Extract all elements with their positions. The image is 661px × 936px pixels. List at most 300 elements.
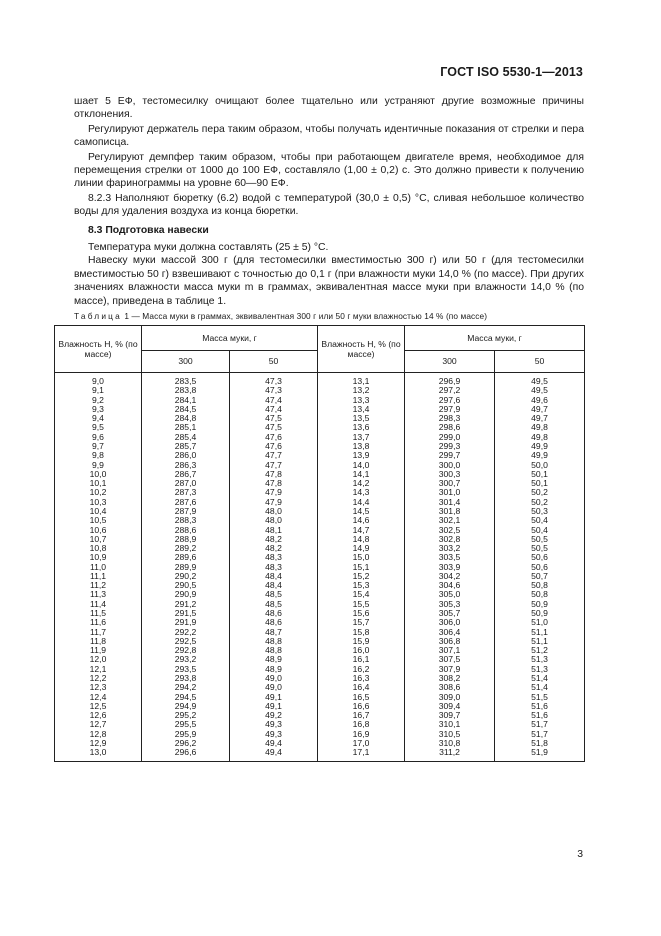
table-cell: 51,2 bbox=[495, 646, 585, 655]
table-cell: 15,8 bbox=[318, 628, 405, 637]
table-cell: 11,4 bbox=[55, 600, 142, 609]
table-cell: 9,5 bbox=[55, 423, 142, 432]
table-row bbox=[55, 628, 585, 637]
table-cell: 12,8 bbox=[55, 730, 142, 739]
table-cell: 49,5 bbox=[495, 373, 585, 387]
moisture-mass-table bbox=[54, 325, 585, 762]
table-cell: 290,9 bbox=[142, 590, 230, 599]
table-cell: 300,3 bbox=[405, 470, 495, 479]
table-cell: 290,2 bbox=[142, 572, 230, 581]
table-cell: 15,3 bbox=[318, 581, 405, 590]
table-cell: 50,9 bbox=[495, 609, 585, 618]
table-cell: 294,2 bbox=[142, 683, 230, 692]
table-cell: 10,5 bbox=[55, 516, 142, 525]
table-cell: 16,6 bbox=[318, 702, 405, 711]
table-cell: 299,3 bbox=[405, 442, 495, 451]
table-cell: 13,3 bbox=[318, 396, 405, 405]
table-cell: 50,6 bbox=[495, 563, 585, 572]
table-cell: 9,1 bbox=[55, 386, 142, 395]
table-cell: 310,5 bbox=[405, 730, 495, 739]
table-cell: 300,0 bbox=[405, 461, 495, 470]
table-cell: 308,6 bbox=[405, 683, 495, 692]
table-row bbox=[55, 553, 585, 562]
table-cell: 302,5 bbox=[405, 526, 495, 535]
table-cell: 49,0 bbox=[230, 683, 318, 692]
table-cell: 9,0 bbox=[55, 373, 142, 387]
table-cell: 15,7 bbox=[318, 618, 405, 627]
table-cell: 49,0 bbox=[230, 674, 318, 683]
table-cell: 49,1 bbox=[230, 693, 318, 702]
table-cell: 50,1 bbox=[495, 470, 585, 479]
table-row bbox=[55, 646, 585, 655]
section-title: 8.3 Подготовка навески bbox=[88, 224, 209, 236]
paragraph: шает 5 ЕФ, тестомесилку очищают более тщательно или устраняют другие возможные причины отклонения. bbox=[74, 96, 584, 121]
table-cell: 293,5 bbox=[142, 665, 230, 674]
table-cell: 47,8 bbox=[230, 479, 318, 488]
table-cell: 16,1 bbox=[318, 655, 405, 664]
table-cell: 12,4 bbox=[55, 693, 142, 702]
table-cell: 14,0 bbox=[318, 461, 405, 470]
table-row bbox=[55, 507, 585, 516]
table-cell: 13,6 bbox=[318, 423, 405, 432]
table-cell: 11,6 bbox=[55, 618, 142, 627]
table-cell: 49,9 bbox=[495, 442, 585, 451]
table-row bbox=[55, 683, 585, 692]
table-cell: 50,9 bbox=[495, 600, 585, 609]
table-cell: 48,3 bbox=[230, 553, 318, 562]
table-row bbox=[55, 572, 585, 581]
table-cell: 10,0 bbox=[55, 470, 142, 479]
table-cell: 50,8 bbox=[495, 590, 585, 599]
table-cell: 51,6 bbox=[495, 711, 585, 720]
table-cell: 50,3 bbox=[495, 507, 585, 516]
table-cell: 49,3 bbox=[230, 730, 318, 739]
table-cell: 287,9 bbox=[142, 507, 230, 516]
table-cell: 49,4 bbox=[230, 748, 318, 761]
table-cell: 50,4 bbox=[495, 526, 585, 535]
table-cell: 49,6 bbox=[495, 396, 585, 405]
table-cell: 297,2 bbox=[405, 386, 495, 395]
table-cell: 15,1 bbox=[318, 563, 405, 572]
table-cell: 285,4 bbox=[142, 433, 230, 442]
table-cell: 48,0 bbox=[230, 516, 318, 525]
table-cell: 308,2 bbox=[405, 674, 495, 683]
header-moisture: Влажность Н, % (по массе) bbox=[318, 326, 405, 373]
table-cell: 12,7 bbox=[55, 720, 142, 729]
table-cell: 47,7 bbox=[230, 461, 318, 470]
table-cell: 287,6 bbox=[142, 498, 230, 507]
table-row bbox=[55, 414, 585, 423]
header-300: 300 bbox=[405, 351, 495, 373]
table-cell: 297,9 bbox=[405, 405, 495, 414]
table-cell: 283,8 bbox=[142, 386, 230, 395]
table-row bbox=[55, 609, 585, 618]
table-cell: 11,9 bbox=[55, 646, 142, 655]
table-cell: 50,4 bbox=[495, 516, 585, 525]
table-cell: 48,5 bbox=[230, 600, 318, 609]
table-row bbox=[55, 535, 585, 544]
table-cell: 284,8 bbox=[142, 414, 230, 423]
page-number: 3 bbox=[577, 849, 583, 860]
table-cell: 15,2 bbox=[318, 572, 405, 581]
table-row bbox=[55, 488, 585, 497]
header-mass: Масса муки, г bbox=[405, 326, 585, 351]
table-cell: 51,4 bbox=[495, 683, 585, 692]
table-cell: 50,1 bbox=[495, 479, 585, 488]
table-cell: 48,0 bbox=[230, 507, 318, 516]
table-cell: 298,3 bbox=[405, 414, 495, 423]
table-cell: 309,4 bbox=[405, 702, 495, 711]
table-row bbox=[55, 373, 585, 387]
table-cell: 11,2 bbox=[55, 581, 142, 590]
table-cell: 12,1 bbox=[55, 665, 142, 674]
table-cell: 14,1 bbox=[318, 470, 405, 479]
table-cell: 11,0 bbox=[55, 563, 142, 572]
table-cell: 15,0 bbox=[318, 553, 405, 562]
header-50: 50 bbox=[495, 351, 585, 373]
table-cell: 51,0 bbox=[495, 618, 585, 627]
paragraph: Температура муки должна составлять (25 ± 5) °С. bbox=[88, 242, 329, 254]
table-cell: 49,8 bbox=[495, 423, 585, 432]
table-cell: 296,9 bbox=[405, 373, 495, 387]
table-cell: 11,5 bbox=[55, 609, 142, 618]
table-cell: 47,4 bbox=[230, 405, 318, 414]
table-cell: 48,2 bbox=[230, 535, 318, 544]
table-cell: 9,9 bbox=[55, 461, 142, 470]
table-cell: 10,2 bbox=[55, 488, 142, 497]
table-row bbox=[55, 451, 585, 460]
table-cell: 14,5 bbox=[318, 507, 405, 516]
table-cell: 14,7 bbox=[318, 526, 405, 535]
table-cell: 50,5 bbox=[495, 535, 585, 544]
table-row bbox=[55, 720, 585, 729]
table-cell: 14,2 bbox=[318, 479, 405, 488]
table-cell: 47,6 bbox=[230, 433, 318, 442]
table-cell: 12,9 bbox=[55, 739, 142, 748]
table-cell: 17,0 bbox=[318, 739, 405, 748]
table-cell: 13,4 bbox=[318, 405, 405, 414]
table-cell: 9,2 bbox=[55, 396, 142, 405]
table-cell: 51,1 bbox=[495, 628, 585, 637]
table-cell: 10,3 bbox=[55, 498, 142, 507]
table-cell: 51,3 bbox=[495, 655, 585, 664]
table-cell: 47,6 bbox=[230, 442, 318, 451]
table-cell: 9,6 bbox=[55, 433, 142, 442]
table-cell: 15,5 bbox=[318, 600, 405, 609]
table-cell: 51,6 bbox=[495, 702, 585, 711]
table-cell: 50,6 bbox=[495, 553, 585, 562]
table-cell: 11,7 bbox=[55, 628, 142, 637]
table-cell: 49,1 bbox=[230, 702, 318, 711]
table-cell: 305,0 bbox=[405, 590, 495, 599]
table-row bbox=[55, 655, 585, 664]
header-300: 300 bbox=[142, 351, 230, 373]
table-cell: 293,2 bbox=[142, 655, 230, 664]
table-cell: 286,3 bbox=[142, 461, 230, 470]
table-cell: 13,8 bbox=[318, 442, 405, 451]
header-50: 50 bbox=[230, 351, 318, 373]
table-cell: 309,0 bbox=[405, 693, 495, 702]
table-cell: 49,9 bbox=[495, 451, 585, 460]
table-cell: 291,9 bbox=[142, 618, 230, 627]
table-cell: 306,4 bbox=[405, 628, 495, 637]
table-cell: 288,6 bbox=[142, 526, 230, 535]
table-cell: 12,3 bbox=[55, 683, 142, 692]
table-cell: 15,6 bbox=[318, 609, 405, 618]
table-cell: 16,3 bbox=[318, 674, 405, 683]
table-cell: 13,1 bbox=[318, 373, 405, 387]
table-cell: 304,6 bbox=[405, 581, 495, 590]
header-moisture: Влажность Н, % (по массе) bbox=[55, 326, 142, 373]
table-cell: 289,6 bbox=[142, 553, 230, 562]
table-cell: 13,2 bbox=[318, 386, 405, 395]
table-cell: 48,3 bbox=[230, 563, 318, 572]
table-cell: 14,9 bbox=[318, 544, 405, 553]
table-cell: 13,7 bbox=[318, 433, 405, 442]
table-cell: 51,9 bbox=[495, 748, 585, 761]
table-cell: 303,5 bbox=[405, 553, 495, 562]
table-cell: 51,7 bbox=[495, 730, 585, 739]
table-row bbox=[55, 405, 585, 414]
table-row bbox=[55, 693, 585, 702]
table-row bbox=[55, 386, 585, 395]
table-cell: 47,4 bbox=[230, 396, 318, 405]
table-cell: 48,5 bbox=[230, 590, 318, 599]
table-cell: 51,8 bbox=[495, 739, 585, 748]
table-row bbox=[55, 442, 585, 451]
table-cell: 13,0 bbox=[55, 748, 142, 761]
table-cell: 292,5 bbox=[142, 637, 230, 646]
table-cell: 15,9 bbox=[318, 637, 405, 646]
table-cell: 14,4 bbox=[318, 498, 405, 507]
table-row bbox=[55, 739, 585, 748]
table-cell: 9,3 bbox=[55, 405, 142, 414]
table-cell: 10,4 bbox=[55, 507, 142, 516]
table-cell: 48,4 bbox=[230, 581, 318, 590]
table-cell: 16,0 bbox=[318, 646, 405, 655]
table-cell: 287,0 bbox=[142, 479, 230, 488]
table-cell: 302,8 bbox=[405, 535, 495, 544]
table-cell: 10,8 bbox=[55, 544, 142, 553]
table-cell: 48,1 bbox=[230, 526, 318, 535]
table-cell: 284,5 bbox=[142, 405, 230, 414]
table-cell: 16,5 bbox=[318, 693, 405, 702]
table-cell: 49,2 bbox=[230, 711, 318, 720]
table-cell: 306,0 bbox=[405, 618, 495, 627]
table-cell: 48,7 bbox=[230, 628, 318, 637]
table-row bbox=[55, 470, 585, 479]
table-cell: 309,7 bbox=[405, 711, 495, 720]
table-cell: 294,5 bbox=[142, 693, 230, 702]
table-row bbox=[55, 600, 585, 609]
table-cell: 298,6 bbox=[405, 423, 495, 432]
table-cell: 51,5 bbox=[495, 693, 585, 702]
table-cell: 48,9 bbox=[230, 665, 318, 674]
table-cell: 310,1 bbox=[405, 720, 495, 729]
table-cell: 301,4 bbox=[405, 498, 495, 507]
table-cell: 291,2 bbox=[142, 600, 230, 609]
table-cell: 49,5 bbox=[495, 386, 585, 395]
table-cell: 47,8 bbox=[230, 470, 318, 479]
table-row bbox=[55, 730, 585, 739]
table-cell: 12,6 bbox=[55, 711, 142, 720]
table-cell: 297,6 bbox=[405, 396, 495, 405]
table-caption-text: 1 — Масса муки в граммах, эквивалентная 300 г или 50 г муки влажностью 14 % (по массе) bbox=[121, 311, 488, 321]
table-cell: 306,8 bbox=[405, 637, 495, 646]
table-cell: 13,5 bbox=[318, 414, 405, 423]
table-cell: 302,1 bbox=[405, 516, 495, 525]
table-cell: 289,2 bbox=[142, 544, 230, 553]
table-row bbox=[55, 516, 585, 525]
table-row bbox=[55, 461, 585, 470]
table-cell: 16,7 bbox=[318, 711, 405, 720]
table-row bbox=[55, 396, 585, 405]
table-row bbox=[55, 702, 585, 711]
table-cell: 299,0 bbox=[405, 433, 495, 442]
table-cell: 296,6 bbox=[142, 748, 230, 761]
table-cell: 12,2 bbox=[55, 674, 142, 683]
table-cell: 49,8 bbox=[495, 433, 585, 442]
body-text bbox=[74, 95, 584, 308]
table-cell: 307,9 bbox=[405, 665, 495, 674]
table-cell: 284,1 bbox=[142, 396, 230, 405]
table-cell: 10,7 bbox=[55, 535, 142, 544]
table-row bbox=[55, 581, 585, 590]
table-row bbox=[55, 674, 585, 683]
table-cell: 12,0 bbox=[55, 655, 142, 664]
table-cell: 303,2 bbox=[405, 544, 495, 553]
table-cell: 47,9 bbox=[230, 498, 318, 507]
table-cell: 288,3 bbox=[142, 516, 230, 525]
table-cell: 47,5 bbox=[230, 423, 318, 432]
table-cell: 14,6 bbox=[318, 516, 405, 525]
table-row bbox=[55, 711, 585, 720]
table-cell: 310,8 bbox=[405, 739, 495, 748]
table-cell: 50,0 bbox=[495, 461, 585, 470]
table-row bbox=[55, 479, 585, 488]
table-cell: 291,5 bbox=[142, 609, 230, 618]
table-cell: 14,3 bbox=[318, 488, 405, 497]
table-cell: 301,8 bbox=[405, 507, 495, 516]
table-cell: 50,7 bbox=[495, 572, 585, 581]
table-cell: 17,1 bbox=[318, 748, 405, 761]
table-cell: 10,9 bbox=[55, 553, 142, 562]
table-cell: 47,3 bbox=[230, 373, 318, 387]
table-cell: 286,0 bbox=[142, 451, 230, 460]
table-cell: 305,3 bbox=[405, 600, 495, 609]
table-cell: 12,5 bbox=[55, 702, 142, 711]
table-caption bbox=[74, 311, 487, 321]
table-cell: 307,1 bbox=[405, 646, 495, 655]
table-cell: 9,4 bbox=[55, 414, 142, 423]
paragraph: 8.2.3 Наполняют бюретку (6.2) водой с температурой (30,0 ± 0,5) °С, сливая небольшое количество воды для удаления воздуха из конца бюретки. bbox=[74, 192, 584, 218]
table-row bbox=[55, 433, 585, 442]
table-cell: 283,5 bbox=[142, 373, 230, 387]
table-cell: 47,7 bbox=[230, 451, 318, 460]
table-row bbox=[55, 544, 585, 553]
table-cell: 293,8 bbox=[142, 674, 230, 683]
table-row bbox=[55, 637, 585, 646]
table-cell: 48,8 bbox=[230, 637, 318, 646]
table-cell: 14,8 bbox=[318, 535, 405, 544]
table-row bbox=[55, 563, 585, 572]
table-cell: 295,2 bbox=[142, 711, 230, 720]
table-row bbox=[55, 665, 585, 674]
table-cell: 289,9 bbox=[142, 563, 230, 572]
table-cell: 51,3 bbox=[495, 665, 585, 674]
table-cell: 47,3 bbox=[230, 386, 318, 395]
table-body bbox=[55, 373, 585, 762]
table-cell: 49,4 bbox=[230, 739, 318, 748]
table-cell: 287,3 bbox=[142, 488, 230, 497]
table-cell: 295,9 bbox=[142, 730, 230, 739]
table-cell: 48,9 bbox=[230, 655, 318, 664]
table-cell: 300,7 bbox=[405, 479, 495, 488]
table-cell: 295,5 bbox=[142, 720, 230, 729]
table-cell: 16,4 bbox=[318, 683, 405, 692]
table-cell: 285,1 bbox=[142, 423, 230, 432]
table-cell: 299,7 bbox=[405, 451, 495, 460]
table-cell: 49,3 bbox=[230, 720, 318, 729]
table-caption-label: Таблица bbox=[74, 311, 122, 321]
table-cell: 16,8 bbox=[318, 720, 405, 729]
table-cell: 47,9 bbox=[230, 488, 318, 497]
paragraph: Навеску муки массой 300 г (для тестомесилки вместимостью 300 г) или 50 г (для тестомесилки вместимостью 50 г) взвешивают с точностью до 0,1 г (при влажности муки 14,0 % (по массе). При других значениях влажности масса муки m в граммах, эквивалентная массе муки при влажности 14,0 % (по массе), приведена в таблице 1. bbox=[74, 255, 584, 307]
table-cell: 11,8 bbox=[55, 637, 142, 646]
table-cell: 305,7 bbox=[405, 609, 495, 618]
table-cell: 296,2 bbox=[142, 739, 230, 748]
table-cell: 307,5 bbox=[405, 655, 495, 664]
table-cell: 9,8 bbox=[55, 451, 142, 460]
table-row bbox=[55, 526, 585, 535]
table-cell: 50,5 bbox=[495, 544, 585, 553]
table-cell: 303,9 bbox=[405, 563, 495, 572]
table-cell: 48,2 bbox=[230, 544, 318, 553]
header-mass: Масса муки, г bbox=[142, 326, 318, 351]
table-cell: 10,1 bbox=[55, 479, 142, 488]
table-cell: 48,6 bbox=[230, 618, 318, 627]
table-cell: 16,2 bbox=[318, 665, 405, 674]
paragraph: Регулируют держатель пера таким образом, чтобы получать идентичные показания от стрелки и пера самописца. bbox=[74, 123, 584, 149]
paragraph: Регулируют демпфер таким образом, чтобы при работающем двигателе время, необходимое для перемещения стрелки от 1000 до 100 ЕФ, составляло (1,00 ± 0,2) с. Это должно привести к получению линии фаринограммы на уровне 60—90 ЕФ. bbox=[74, 151, 584, 190]
table-row bbox=[55, 423, 585, 432]
table-cell: 49,7 bbox=[495, 414, 585, 423]
table-cell: 311,2 bbox=[405, 748, 495, 761]
table-cell: 304,2 bbox=[405, 572, 495, 581]
table-cell: 290,5 bbox=[142, 581, 230, 590]
table-cell: 10,6 bbox=[55, 526, 142, 535]
table-cell: 51,1 bbox=[495, 637, 585, 646]
table-row bbox=[55, 618, 585, 627]
table-cell: 47,5 bbox=[230, 414, 318, 423]
table-cell: 294,9 bbox=[142, 702, 230, 711]
table-cell: 9,7 bbox=[55, 442, 142, 451]
table-cell: 11,1 bbox=[55, 572, 142, 581]
table-cell: 50,2 bbox=[495, 498, 585, 507]
table-cell: 292,2 bbox=[142, 628, 230, 637]
table-cell: 301,0 bbox=[405, 488, 495, 497]
table-cell: 15,4 bbox=[318, 590, 405, 599]
table-cell: 48,6 bbox=[230, 609, 318, 618]
table-cell: 292,8 bbox=[142, 646, 230, 655]
table-cell: 48,8 bbox=[230, 646, 318, 655]
document-id: ГОСТ ISO 5530-1—2013 bbox=[440, 65, 583, 79]
table-cell: 286,7 bbox=[142, 470, 230, 479]
table-cell: 51,4 bbox=[495, 674, 585, 683]
table-cell: 11,3 bbox=[55, 590, 142, 599]
table-cell: 50,8 bbox=[495, 581, 585, 590]
table-cell: 50,2 bbox=[495, 488, 585, 497]
